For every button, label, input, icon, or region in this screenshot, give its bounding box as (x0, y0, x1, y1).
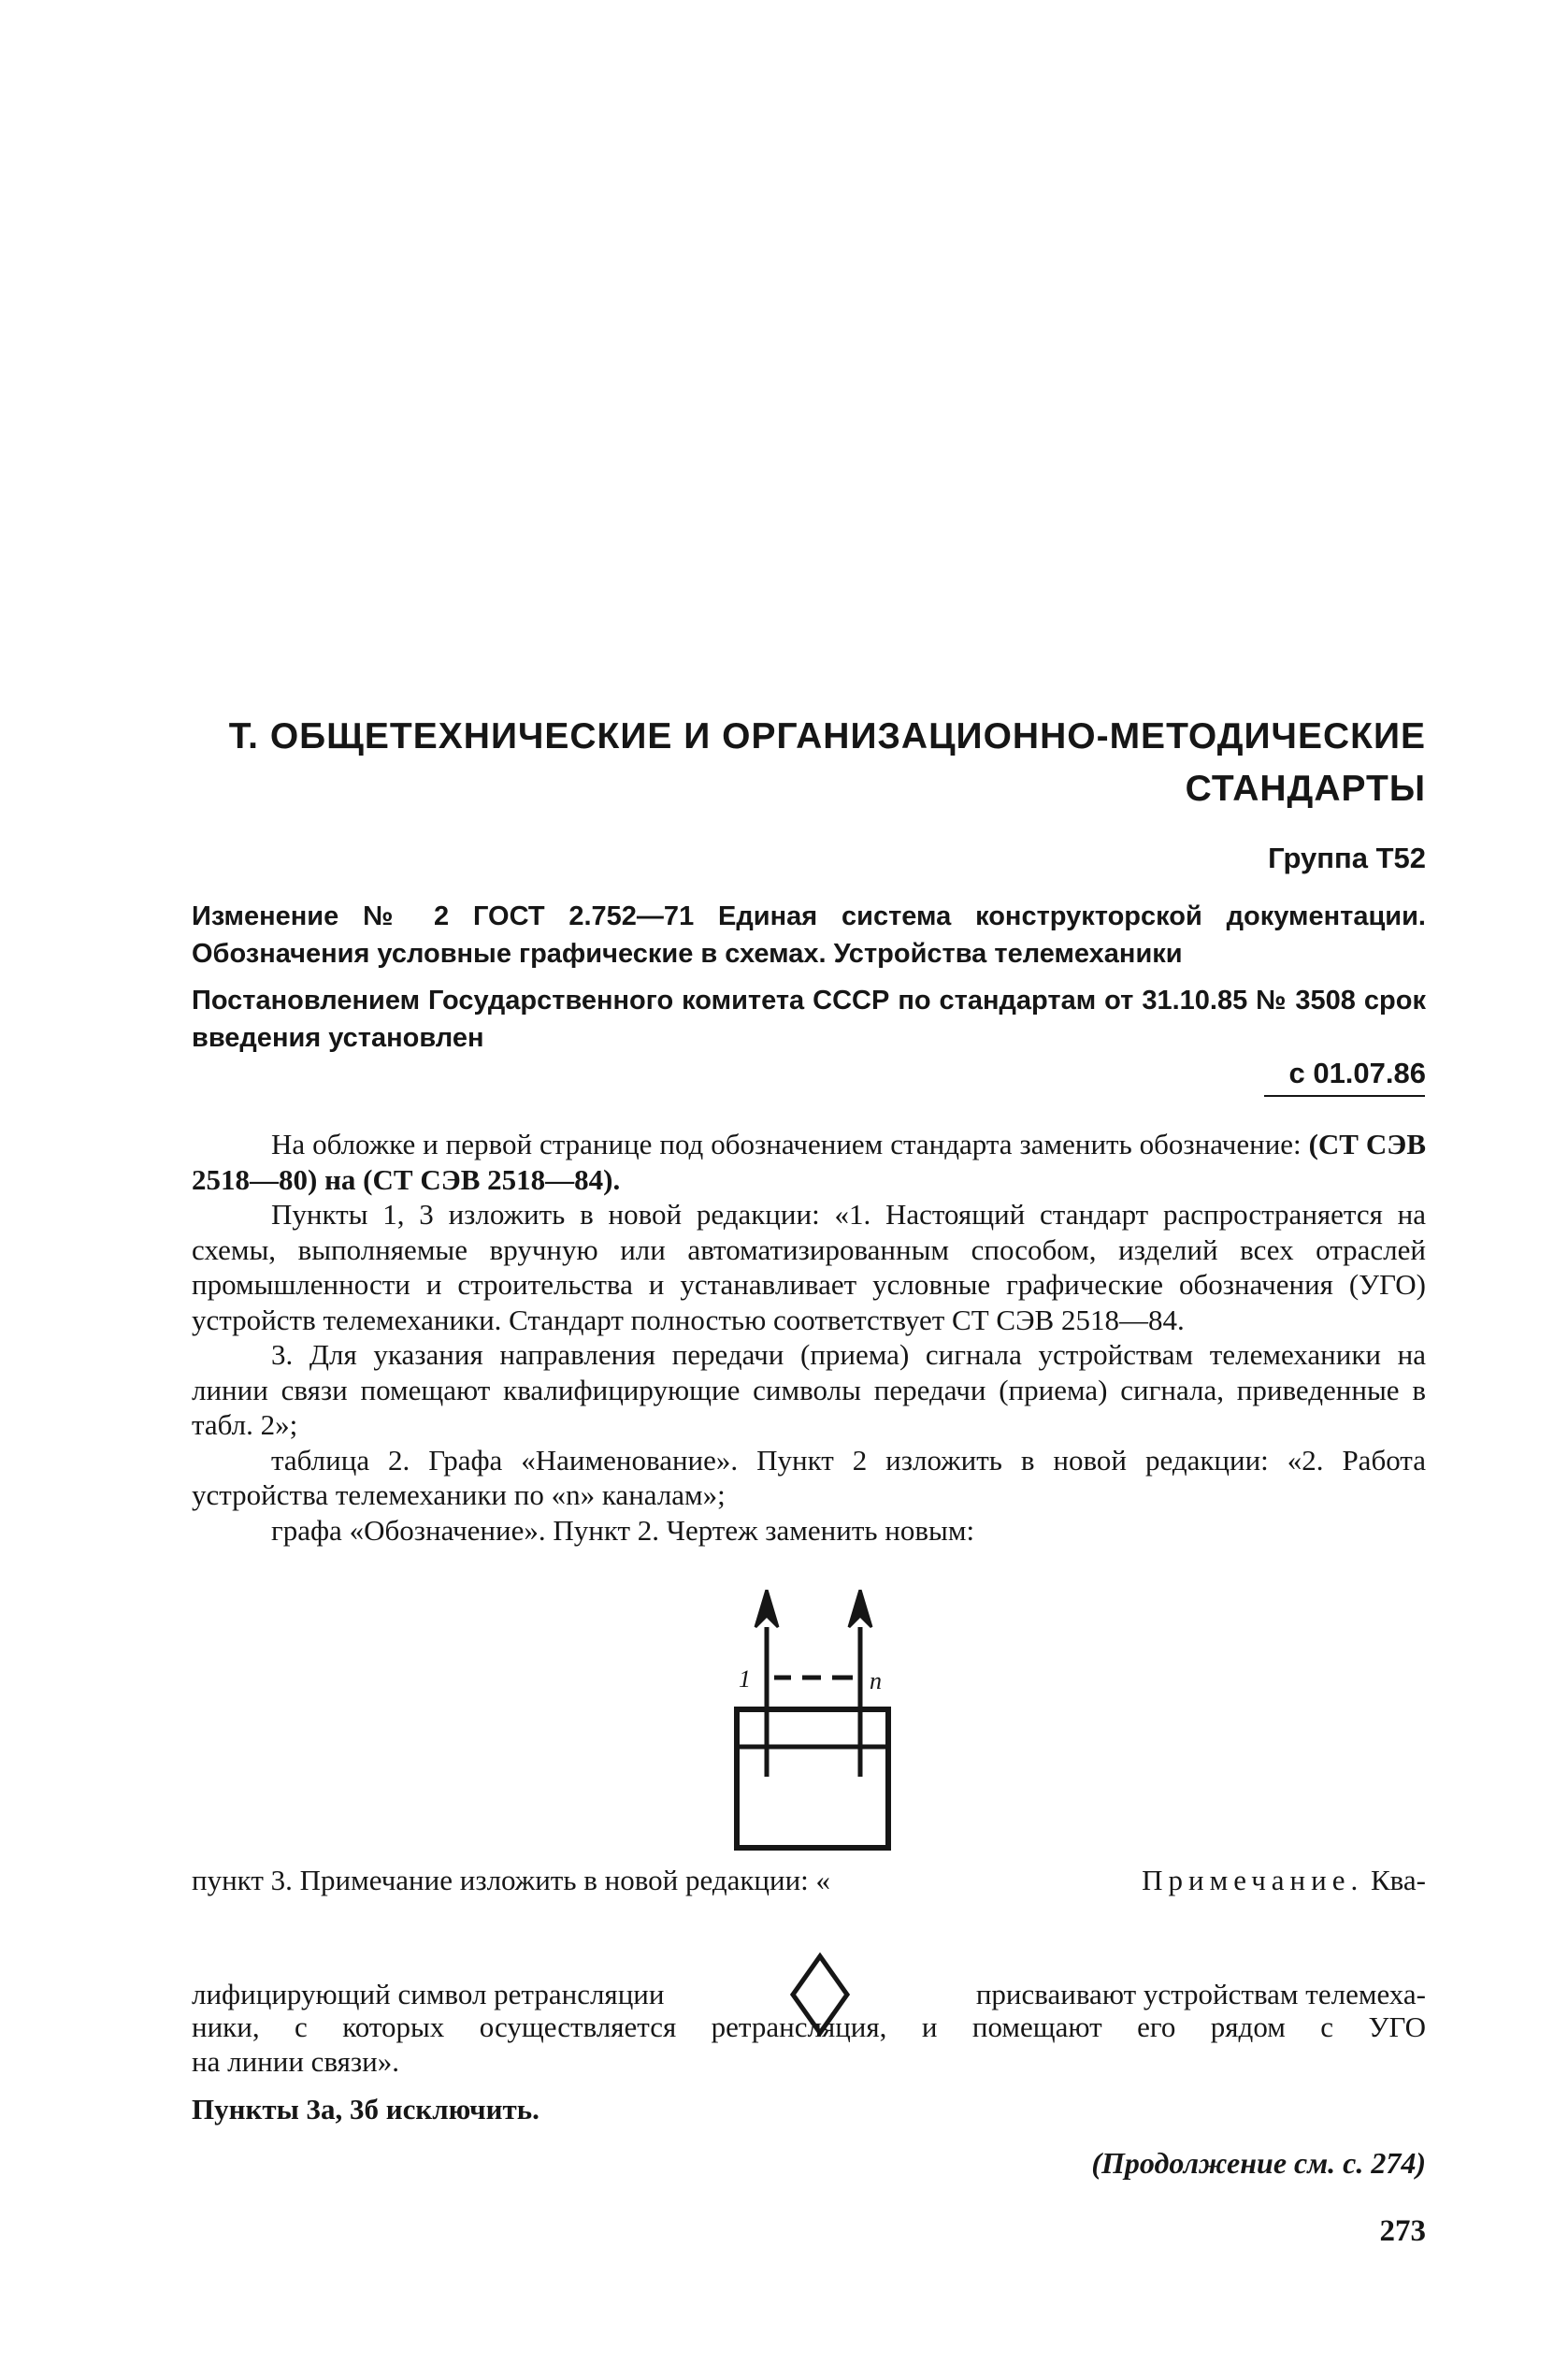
exclusion-label: Пункты 3а, 3б исключить. (192, 2093, 539, 2125)
section-heading-line2: СТАНДАРТЫ (1185, 769, 1426, 809)
paragraph-designation: графа «Обозначение». Пункт 2. Чертеж заменить новым: (271, 1513, 975, 1547)
paragraph-table-2: таблица 2. Графа «Наименование». Пункт 2 изложить в новой редакции: «2. Работа устройства телемеханики по «n» каналам»; (192, 1443, 1426, 1511)
note-line-4: на линии связи». (192, 2045, 400, 2078)
page-number: 273 (1379, 2214, 1426, 2248)
note-line-1 (192, 1864, 1426, 1897)
paragraph-cover-bold: (СТ СЭВ 2518—80) на (СТ СЭВ 2518—84). (192, 1128, 1426, 1196)
telemechanics-symbol-drawing (720, 1590, 907, 1861)
effective-date: с 01.07.86 (1288, 1057, 1426, 1089)
resolution-text: Постановлением Государственного комитета СССР по стандартам от 31.10.85 № 3508 срок введения установлен (192, 986, 1426, 1053)
paragraph-item-3: 3. Для указания направления передачи (приема) сигнала устройствам телемеханики на линии связи помещают квалифицирующие символы передачи (приема) сигнала, приведенные в табл. 2»; (192, 1338, 1426, 1441)
note-end: Ква- (1363, 1864, 1426, 1896)
note-line2-right: присваивают устройствам телемеха- (975, 1978, 1426, 2010)
body-text (192, 1127, 1426, 1548)
section-heading (192, 711, 1426, 815)
label-1: 1 (739, 1665, 751, 1693)
note-spaced-word: Примечание. (1142, 1864, 1364, 1896)
exclusion-text (192, 2093, 539, 2126)
group-code: Группа Т52 (1268, 842, 1426, 874)
section-heading-line1: Т. ОБЩЕТЕХНИЧЕСКИЕ И ОРГАНИЗАЦИОННО-МЕТОДИЧЕСКИЕ (228, 716, 1426, 756)
label-n: n (870, 1667, 882, 1694)
continuation-note: (Продолжение см. с. 274) (1091, 2146, 1426, 2180)
arrow-up-1-icon (755, 1590, 778, 1627)
arrow-up-n-icon (849, 1590, 871, 1627)
date-underline (1264, 1095, 1425, 1097)
paragraph-items-1-3: Пункты 1, 3 изложить в новой редакции: «1. Настоящий стандарт распространяется на схемы, выполняемые вручную или автоматизированным способом, изделий всех отраслей промышленности и строительства и устанавливает условные графические обозначения (УГО) устройств телемеханики. Стандарт полностью соответствует СТ СЭВ 2518—84. (192, 1198, 1426, 1336)
paragraph-cover (192, 1127, 1426, 1197)
note-start: пункт 3. Примечание изложить в новой редакции: « (192, 1864, 831, 1896)
note-line-3: ники, с которых осуществляется ретрансляция, и помещают его рядом с УГО (192, 2010, 1426, 2043)
paragraph-cover-text: На обложке и первой странице под обозначением стандарта заменить обозначение: (271, 1128, 1309, 1160)
device-rectangle (737, 1709, 888, 1848)
note-line2-left: лифицирующий символ ретрансляции (192, 1978, 665, 2010)
change-title: Изменение № 2 ГОСТ 2.752—71 Единая система конструкторской документации. Обозначения условные графические в схемах. Устройства телемеханики (192, 901, 1426, 969)
